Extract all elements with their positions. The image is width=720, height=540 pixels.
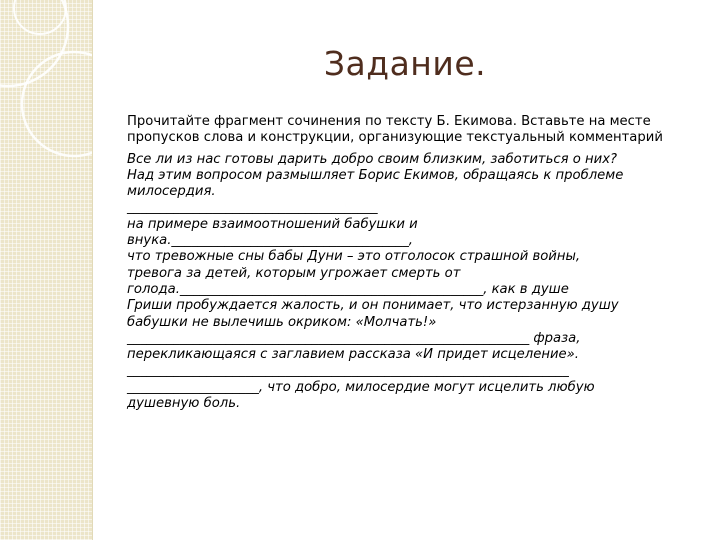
essay-line: тревога за детей, которым угрожает смерть от [127, 265, 461, 281]
essay-line: перекликающаяся с заглавием рассказа «И придет исцеление». [127, 347, 579, 363]
essay-line: Все ли из нас готовы дарить добро своим близким, заботиться о них? [127, 151, 618, 167]
slide-title: Задание. [323, 44, 487, 83]
slide-body [127, 114, 697, 412]
decorative-circles [0, 0, 92, 540]
essay-line: ____________________, что добро, милосердие могут исцелить любую [127, 379, 595, 395]
essay-line: на примере взаимоотношений бабушки и [127, 216, 418, 232]
essay-line: Над этим вопросом размышляет Борис Екимов, обращаясь к проблеме [127, 167, 624, 183]
essay-line: внука.____________________________________, [127, 233, 414, 249]
essay-line: что тревожные сны бабы Дуни – это отголосок страшной войны, [127, 249, 581, 265]
essay-line: милосердия. [127, 184, 216, 200]
essay-fragment [127, 152, 697, 413]
essay-line: душевную боль. [127, 396, 241, 412]
essay-line: Гриши пробуждается жалость, и он понимает, что истерзанную душу [127, 298, 619, 314]
essay-line: голода.______________________________________________, как в душе [127, 281, 569, 297]
essay-line: _____________________________________________________________ фраза, [127, 330, 581, 346]
decorative-side-panel [0, 0, 92, 540]
blank-line: ______________________________________ [127, 200, 378, 216]
instruction-text: Прочитайте фрагмент сочинения по тексту Б. Екимова. Вставьте на месте пропусков слова и конструкции, организующие текстуальный комментарий [127, 114, 663, 146]
side-divider [92, 0, 97, 540]
essay-line: бабушки не вылечишь окриком: «Молчать!» [127, 314, 437, 330]
blank-line: ___________________________________________________________________ [127, 363, 569, 379]
